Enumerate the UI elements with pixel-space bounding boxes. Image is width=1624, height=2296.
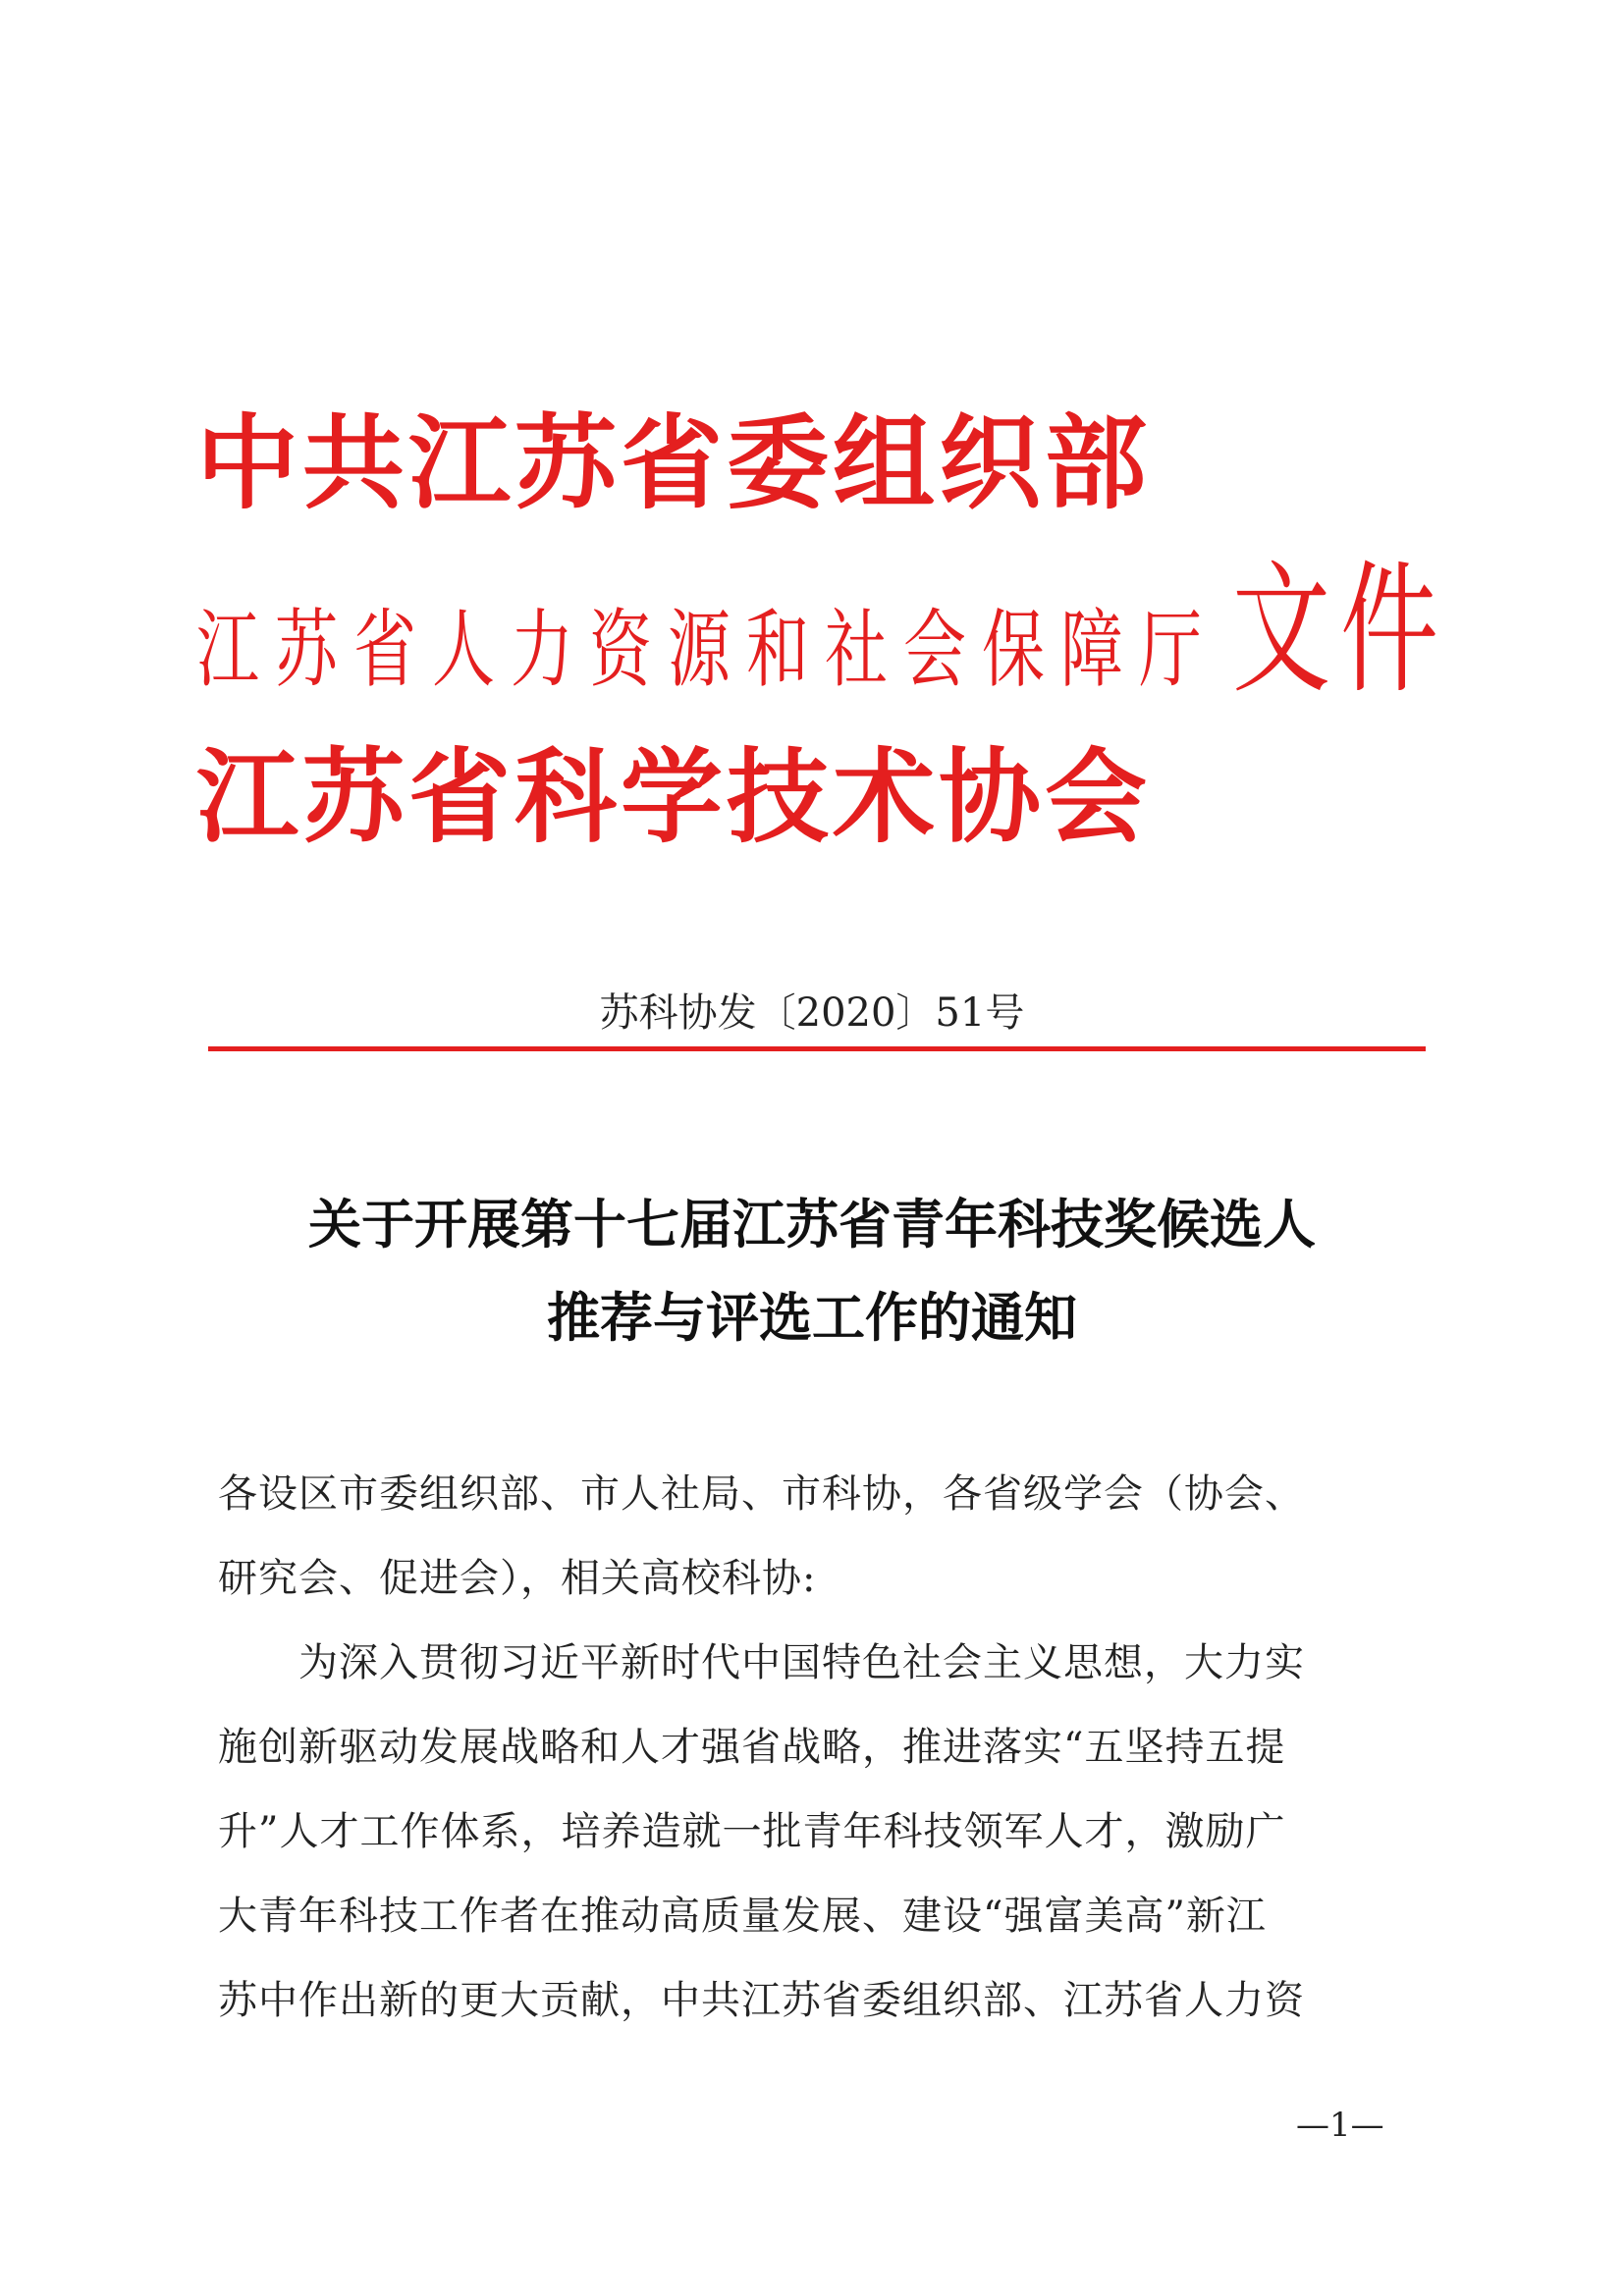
body-text-line: 为深入贯彻习近平新时代中国特色社会主义思想，大力实 bbox=[218, 1640, 1305, 1685]
issuer-name-2: 江苏省人力资源和社会保障厅 bbox=[196, 602, 1218, 701]
page-number: —1— bbox=[1296, 2106, 1384, 2145]
issuer-name-3: 江苏省科学技术协会 bbox=[196, 736, 1152, 857]
red-divider-line bbox=[208, 1046, 1426, 1051]
body-text-line: 大青年科技工作者在推动高质量发展、建设“强富美高”新江 bbox=[218, 1894, 1267, 1939]
body-text-line: 各设区市委组织部、市人社局、市科协，各省级学会（协会、 bbox=[218, 1471, 1305, 1517]
issuer-name-1: 中共江苏省委组织部 bbox=[196, 402, 1152, 523]
document-number: 苏科协发〔2020〕51号 bbox=[599, 990, 1025, 1036]
body-text-line: 苏中作出新的更大贡献，中共江苏省委组织部、江苏省人力资 bbox=[218, 1978, 1305, 2023]
document-type-label: 文件 bbox=[1232, 546, 1448, 714]
document-title-line-2: 推荐与评选工作的通知 bbox=[547, 1286, 1077, 1349]
document-title-line-1: 关于开展第十七届江苏省青年科技奖候选人 bbox=[308, 1193, 1316, 1255]
body-text-line: 施创新驱动发展战略和人才强省战略，推进落实“五坚持五提 bbox=[218, 1725, 1286, 1770]
body-text-line: 升”人才工作体系，培养造就一批青年科技领军人才，激励广 bbox=[218, 1809, 1286, 1854]
body-text-line: 研究会、促进会），相关高校科协: bbox=[218, 1556, 817, 1601]
